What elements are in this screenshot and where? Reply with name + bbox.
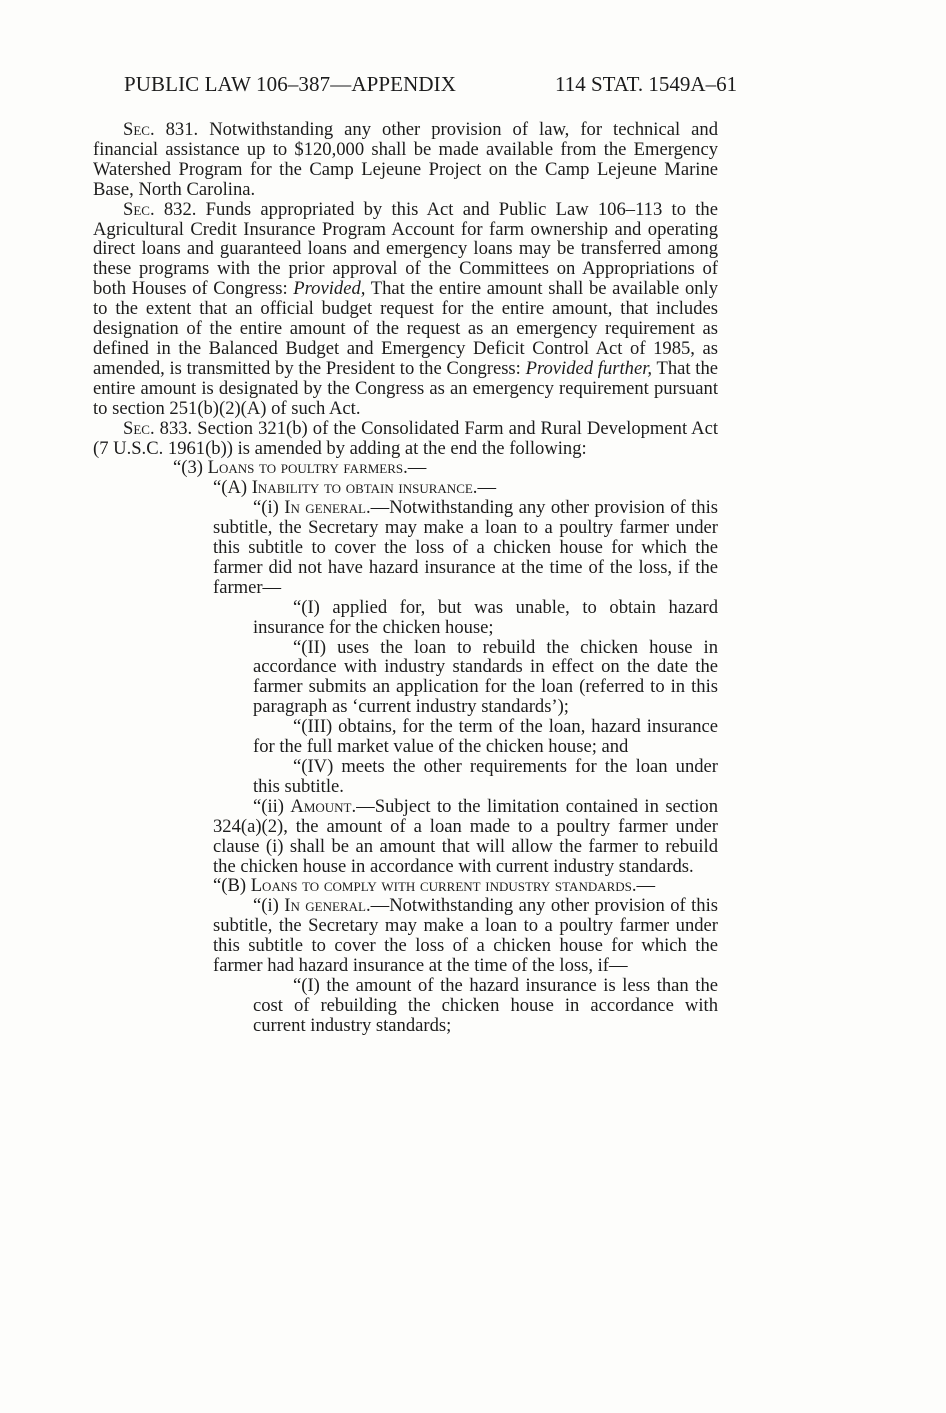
clause-number: “(i) xyxy=(253,895,279,917)
clause-a-ii xyxy=(93,797,718,877)
subclause-b-i-I: “(I) the amount of the hazard insurance is less than the cost of rebuilding the chicken house in accordance with current industry standards; xyxy=(253,974,718,1036)
clause-text: Subject to the limitation contained in section 324(a)(2), the amount of a loan made to a poultry farmer under clause (i) shall be an amount that will allow the farmer to rebuild the chicken house in accordance with current industry standards. xyxy=(213,795,718,877)
running-header xyxy=(0,72,768,96)
subclause-a-i-IV: “(IV) meets the other requirements for the loan under this subtitle. xyxy=(253,756,718,797)
subparagraph-b xyxy=(93,876,718,896)
clause-number: “(ii) xyxy=(253,795,284,817)
clause-heading: In general.— xyxy=(284,497,390,519)
header-title: PUBLIC LAW 106–387—APPENDIX xyxy=(124,72,456,96)
subparagraph-number: “(A) xyxy=(213,477,248,499)
clause-heading: Amount.— xyxy=(290,795,375,817)
subclause-a-i-I: “(I) applied for, but was unable, to obtain hazard insurance for the chicken house; xyxy=(253,596,718,638)
section-label: Sec. 833. xyxy=(123,417,193,439)
clause-text: Notwithstanding any other provision of this subtitle, the Secretary may make a loan to a poultry farmer under this subtitle to cover the loss of a chicken house for which the farmer did not have hazard insurance at the time of the loss, if the farmer— xyxy=(213,497,718,598)
section-832 xyxy=(93,200,718,419)
section-text: Notwithstanding any other provision of law, for technical and financial assistance up to $120,000 shall be made available from the Emergency Watershed Program for the Camp Lejeune Project on the Camp Lejeune Marine Base, North Carolina. xyxy=(93,119,719,200)
clause-number: “(i) xyxy=(253,497,279,519)
paragraph-3 xyxy=(93,458,718,478)
clause-b-i xyxy=(93,896,718,976)
header-page-ref: 114 STAT. 1549A–61 xyxy=(555,72,738,96)
subclause-a-i-II: “(II) uses the loan to rebuild the chicken house in accordance with industry standards in effect on the date the farmer submits an application for the loan (referred to in this paragraph as ‘current industry standards’); xyxy=(253,636,718,718)
section-label: Sec. 832. xyxy=(123,198,197,220)
section-text: Section 321(b) of the Consolidated Farm and Rural Development Act (7 U.S.C. 1961(b)) is amended by adding at the end the following: xyxy=(93,417,718,459)
section-831 xyxy=(93,120,718,200)
proviso-provided: Provided, xyxy=(293,278,366,300)
document-body xyxy=(93,120,718,1036)
paragraph-heading: Loans to poultry farmers.— xyxy=(207,457,427,479)
clause-a-i xyxy=(93,498,718,598)
subparagraph-a xyxy=(93,478,718,498)
section-text: That the entire amount is designated by the Congress as an emergency requirement pursuant to section 251(b)(2)(A) of such Act. xyxy=(93,357,719,419)
section-text: That the entire amount shall be available only to the extent that an official budget request for the entire amount, that includes designation of the entire amount of the request as an emergency requirement as defined in the Balanced Budget and Emergency Deficit Control Act of 1985, as amended, is transmitted by the President to the Congress: xyxy=(93,278,718,379)
subparagraph-heading: Loans to comply with current industry standards.— xyxy=(250,875,656,897)
clause-heading: In general.— xyxy=(284,895,390,917)
section-833 xyxy=(93,419,718,459)
subclause-a-i-III: “(III) obtains, for the term of the loan, hazard insurance for the full market value of the chicken house; and xyxy=(253,716,718,758)
section-label: Sec. 831. xyxy=(123,119,199,140)
section-text: Funds appropriated by this Act and Public Law 106–113 to the Agricultural Credit Insurance Program Account for farm ownership and operating direct loans and guaranteed loans and emergency loans may be transferred among these programs with the prior approval of the Committees on Appropriations of both Houses of Congress: xyxy=(93,198,718,300)
clause-text: Notwithstanding any other provision of this subtitle, the Secretary may make a loan to a poultry farmer under this subtitle to cover the loss of a chicken house for which the farmer had hazard insurance at the time of the loss, if— xyxy=(213,895,718,977)
paragraph-number: “(3) xyxy=(173,457,203,479)
subparagraph-heading: Inability to obtain insurance.— xyxy=(251,477,497,499)
proviso-provided-further: Provided further, xyxy=(525,357,653,379)
subparagraph-number: “(B) xyxy=(213,875,247,897)
